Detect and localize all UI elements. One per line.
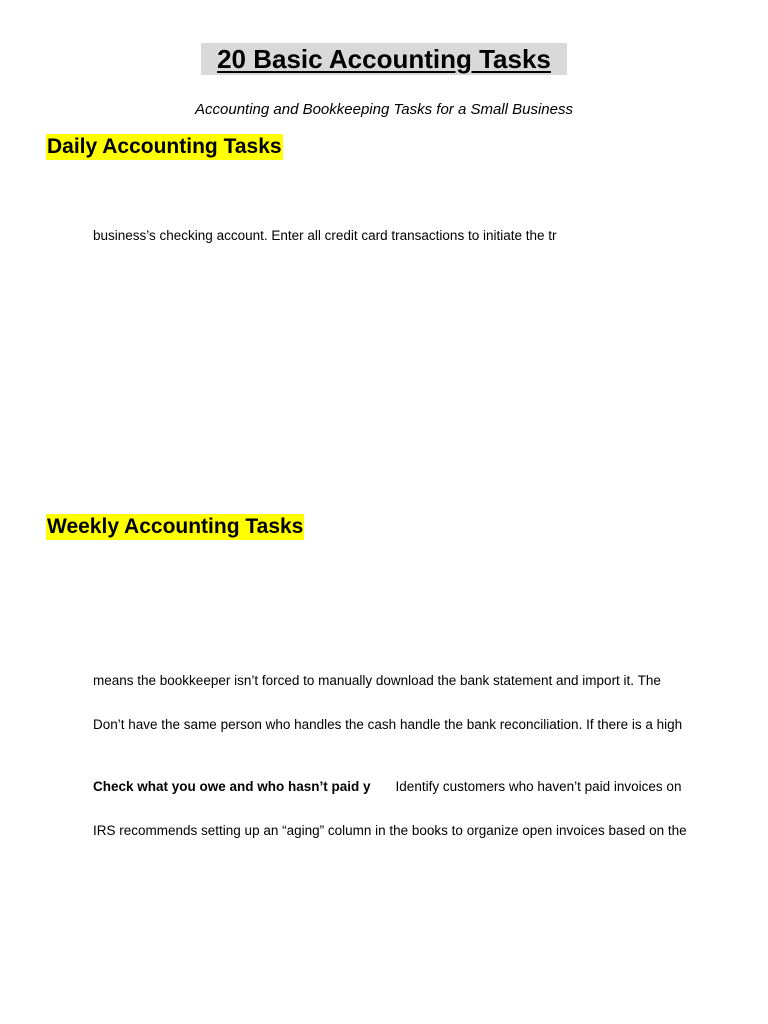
weekly-text-line: means the bookkeeper isn’t forced to manually download the bank statement and import it. The: [93, 673, 661, 688]
task-item-check-owed: [93, 778, 681, 796]
task-item-text: Identify customers who haven’t paid invoices on: [395, 779, 682, 794]
section-heading-daily: Daily Accounting Tasks: [47, 135, 282, 158]
task-item-bold-lead: Check what you owe and who hasn’t paid y: [93, 779, 371, 794]
weekly-text-line: Don’t have the same person who handles the cash handle the bank reconciliation. If there is a high: [93, 717, 683, 732]
document-subtitle: Accounting and Bookkeeping Tasks for a Small Business: [195, 101, 573, 118]
section-heading-weekly: Weekly Accounting Tasks: [47, 515, 304, 538]
document-title: 20 Basic Accounting Tasks: [201, 43, 567, 75]
daily-text-line: business’s checking account. Enter all credit card transactions to initiate the tr: [93, 228, 557, 243]
weekly-text-line: IRS recommends setting up an “aging” column in the books to organize open invoices based on the: [93, 823, 687, 838]
